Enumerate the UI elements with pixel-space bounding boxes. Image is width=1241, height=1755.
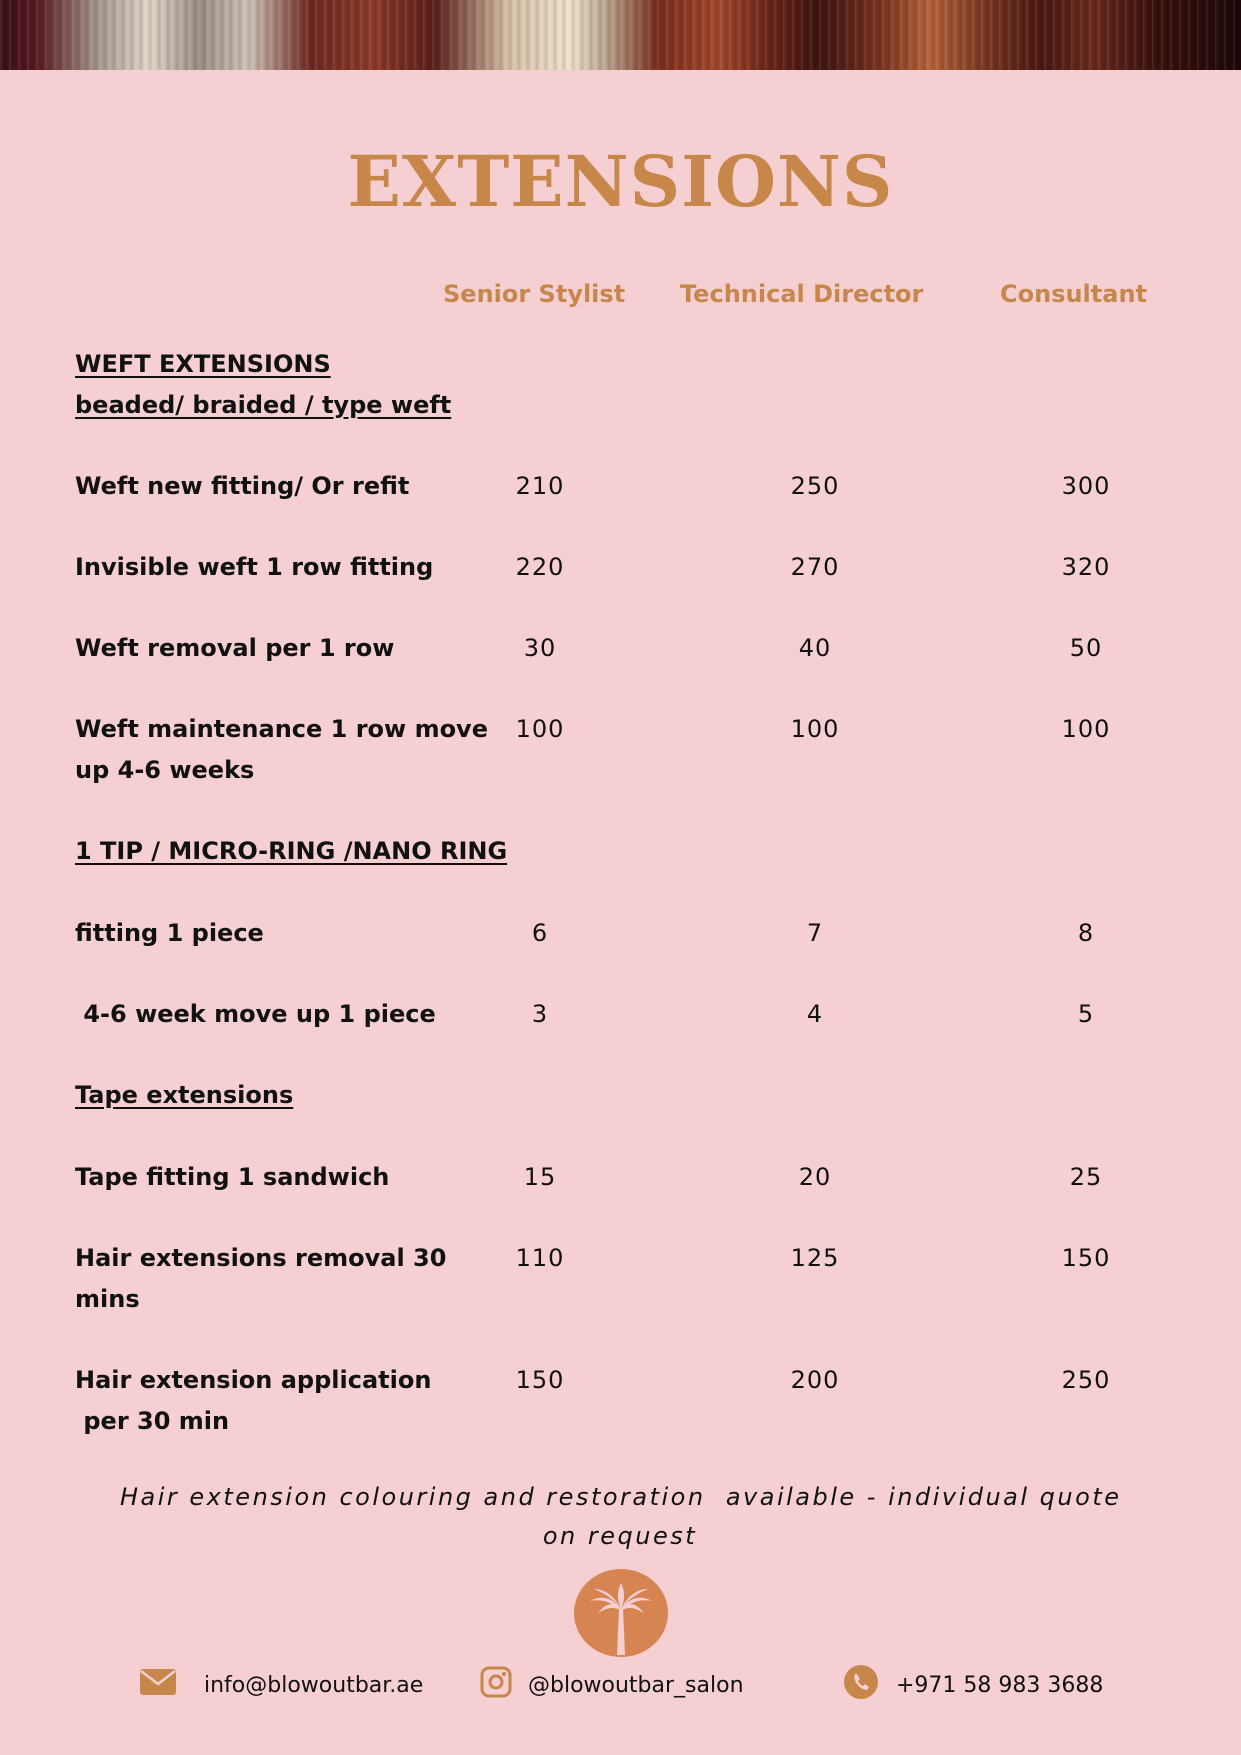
price-senior-stylist: 6	[531, 919, 549, 947]
service-label: Weft maintenance 1 row move	[75, 715, 488, 743]
phone-icon	[844, 1665, 878, 1705]
price-senior-stylist: 110	[515, 1244, 565, 1272]
service-label: Weft removal per 1 row	[75, 634, 395, 662]
price-senior-stylist: 100	[515, 715, 565, 743]
column-header-senior-stylist: Senior Stylist	[443, 280, 626, 308]
price-consultant: 50	[1069, 634, 1103, 662]
price-technical-director: 7	[806, 919, 824, 947]
price-senior-stylist: 150	[515, 1366, 565, 1394]
note-line: Hair extension colouring and restoration available - individual quote	[120, 1483, 1122, 1511]
page-title: EXTENSIONS	[347, 140, 894, 223]
price-consultant: 100	[1061, 715, 1111, 743]
instagram-handle[interactable]: @blowoutbar_salon	[528, 1672, 744, 1698]
price-consultant: 150	[1061, 1244, 1111, 1272]
price-senior-stylist: 210	[515, 472, 565, 500]
service-label-continued: per 30 min	[75, 1407, 230, 1435]
note-line: on request	[542, 1522, 698, 1550]
service-label: Hair extensions removal 30	[75, 1244, 447, 1272]
price-technical-director: 125	[790, 1244, 840, 1272]
contact-email[interactable]	[140, 1665, 423, 1705]
price-consultant: 320	[1061, 553, 1111, 581]
price-technical-director: 270	[790, 553, 840, 581]
service-label: Tape fitting 1 sandwich	[75, 1163, 390, 1191]
price-consultant: 8	[1077, 919, 1095, 947]
contact-phone[interactable]	[844, 1665, 1103, 1705]
price-technical-director: 100	[790, 715, 840, 743]
price-consultant: 300	[1061, 472, 1111, 500]
column-header-technical-director: Technical Director	[680, 280, 924, 308]
contact-instagram[interactable]	[480, 1665, 744, 1705]
price-senior-stylist: 30	[523, 634, 557, 662]
price-consultant: 250	[1061, 1366, 1111, 1394]
custom-quote-note	[120, 1478, 1120, 1556]
price-senior-stylist: 3	[531, 1000, 549, 1028]
price-senior-stylist: 15	[523, 1163, 557, 1191]
service-label-continued: up 4-6 weeks	[75, 756, 255, 784]
service-label: 4-6 week move up 1 piece	[75, 1000, 436, 1028]
instagram-icon	[480, 1666, 512, 1704]
price-consultant: 25	[1069, 1163, 1103, 1191]
service-label: Hair extension application	[75, 1366, 432, 1394]
section-weft-extensions-title: WEFT EXTENSIONS	[75, 350, 331, 378]
envelope-icon	[140, 1669, 176, 1701]
hair-swatches-banner	[0, 0, 1241, 70]
section-tape-extensions-title: Tape extensions	[75, 1081, 294, 1109]
service-label: Weft new fitting/ Or refit	[75, 472, 410, 500]
service-label: fitting 1 piece	[75, 919, 264, 947]
palm-tree-logo-icon	[574, 1569, 668, 1657]
price-technical-director: 200	[790, 1366, 840, 1394]
service-label: Invisible weft 1 row fitting	[75, 553, 434, 581]
price-consultant: 5	[1077, 1000, 1095, 1028]
phone-number[interactable]: +971 58 983 3688	[896, 1672, 1104, 1698]
price-technical-director: 250	[790, 472, 840, 500]
price-senior-stylist: 220	[515, 553, 565, 581]
price-technical-director: 20	[798, 1163, 832, 1191]
section-micro-ring-title: 1 TIP / MICRO-RING /NANO RING	[75, 837, 508, 865]
column-header-consultant: Consultant	[1000, 280, 1148, 308]
price-technical-director: 4	[806, 1000, 824, 1028]
section-weft-extensions-subtitle: beaded/ braided / type weft	[75, 391, 452, 419]
price-technical-director: 40	[798, 634, 832, 662]
email-text[interactable]: info@blowoutbar.ae	[204, 1672, 424, 1698]
service-label-continued: mins	[75, 1285, 140, 1313]
